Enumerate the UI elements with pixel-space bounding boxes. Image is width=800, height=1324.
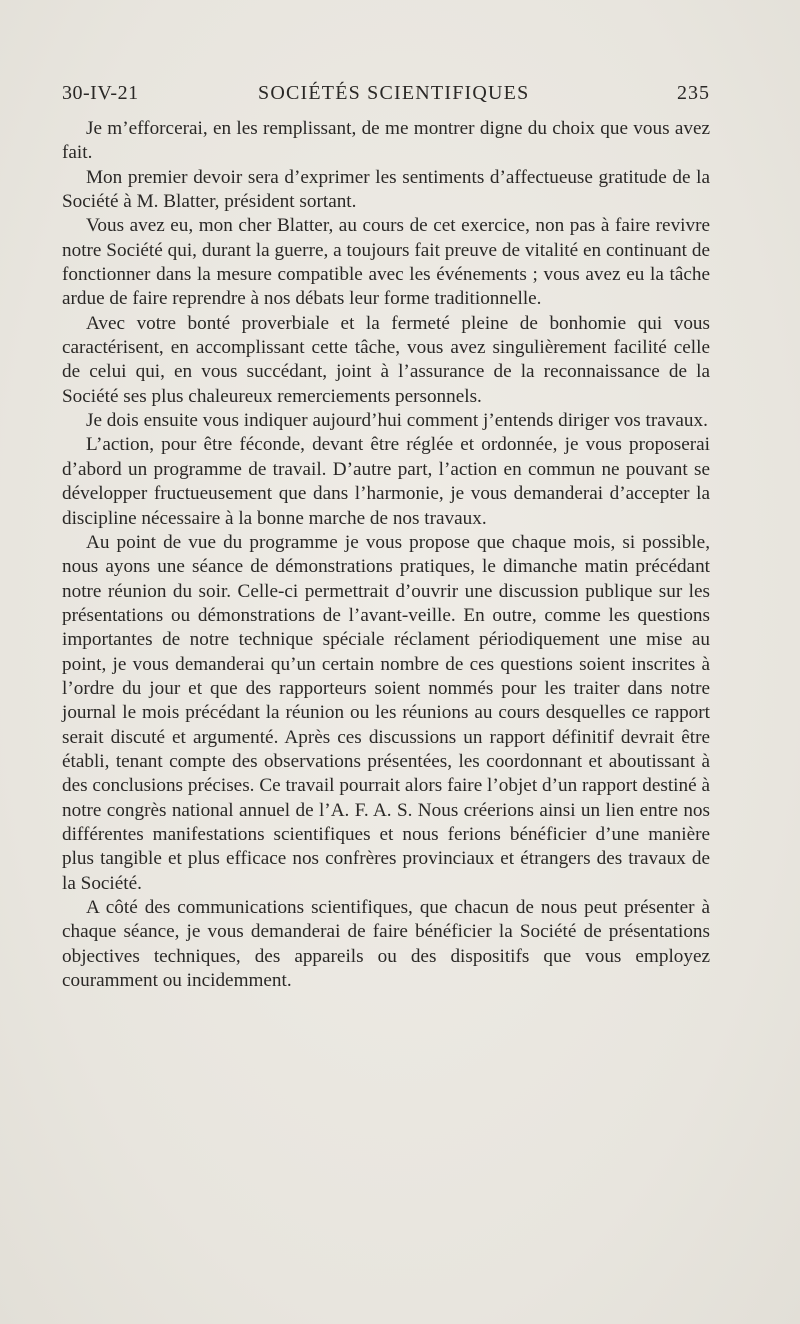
page-number: 235 [677,82,710,104]
paragraph: Mon premier devoir sera d’exprimer les sentiments d’affectueuse gratitude de la Société à M. Blatter, président sortant. [62,166,710,213]
paragraph: Vous avez eu, mon cher Blatter, au cours de cet exercice, non pas à faire revivre notre Société qui, durant la guerre, a toujours fait preuve de vitalité en continuant de fonctionner dans la mesure compatible avec les événements ; vous avez eu la tâche ardue de faire reprendre à nos débats leur forme traditionnelle. [62,215,710,310]
paragraph: L’action, pour être féconde, devant être réglée et ordonnée, je vous proposerai d’abord un programme de travail. D’autre part, l’action en commun ne pouvant se développer fructueusement que dans l’harmonie, je vous demanderai d’accepter la discipline nécessaire à la bonne marche de nos travaux. [62,434,710,529]
body-text [62,117,710,993]
running-header [62,82,710,110]
header-date: 30-IV-21 [62,82,139,104]
header-title: SOCIÉTÉS SCIENTIFIQUES [258,82,530,104]
paragraph: A côté des communications scientifiques, que chacun de nous peut présenter à chaque séance, je vous demanderai de faire bénéficier la Société de présentations objectives techniques, des appareils ou des dispositifs que vous employez couramment ou incidemment. [62,897,710,992]
paragraph: Au point de vue du programme je vous propose que chaque mois, si possible, nous ayons une séance de démonstrations pratiques, le dimanche matin précédant notre réunion du soir. Celle-ci permettrait d’ouvrir une discussion publique sur les présentations ou démonstrations de l’avant-veille. En outre, comme les questions importantes de notre technique spéciale réclament périodiquement une mise au point, je vous demanderai qu’un certain nombre de ces questions soient inscrites à l’ordre du jour et que des rapporteurs soient nommés pour les traiter dans notre journal le mois précédant la réunion ou les réunions au cours desquelles ce rapport serait discuté et argumenté. Après ces discussions un rapport définitif devrait être établi, tenant compte des observations présentées, les coordonnant et aboutissant à des conclusions précises. Ce travail pourrait alors faire l’objet d’un rapport destiné à notre congrès national annuel de l’A. F. A. S. Nous créerions ainsi un lien entre nos différentes manifestations scientifiques et nous ferions bénéficier d’une manière plus tangible et plus efficace nos confrères provinciaux et étrangers des travaux de la Société. [62,531,710,894]
paragraph: Avec votre bonté proverbiale et la fermeté pleine de bonhomie qui vous caractérisent, en accomplissant cette tâche, vous avez singulièrement facilité celle de celui qui, en vous succédant, joint à l’assurance de la reconnaissance de la Société ses plus chaleureux remerciements personnels. [62,312,710,407]
paragraph: Je m’efforcerai, en les remplissant, de me montrer digne du choix que vous avez fait. [62,118,710,164]
paragraph: Je dois ensuite vous indiquer aujourd’hui comment j’entends diriger vos travaux. [86,410,708,432]
